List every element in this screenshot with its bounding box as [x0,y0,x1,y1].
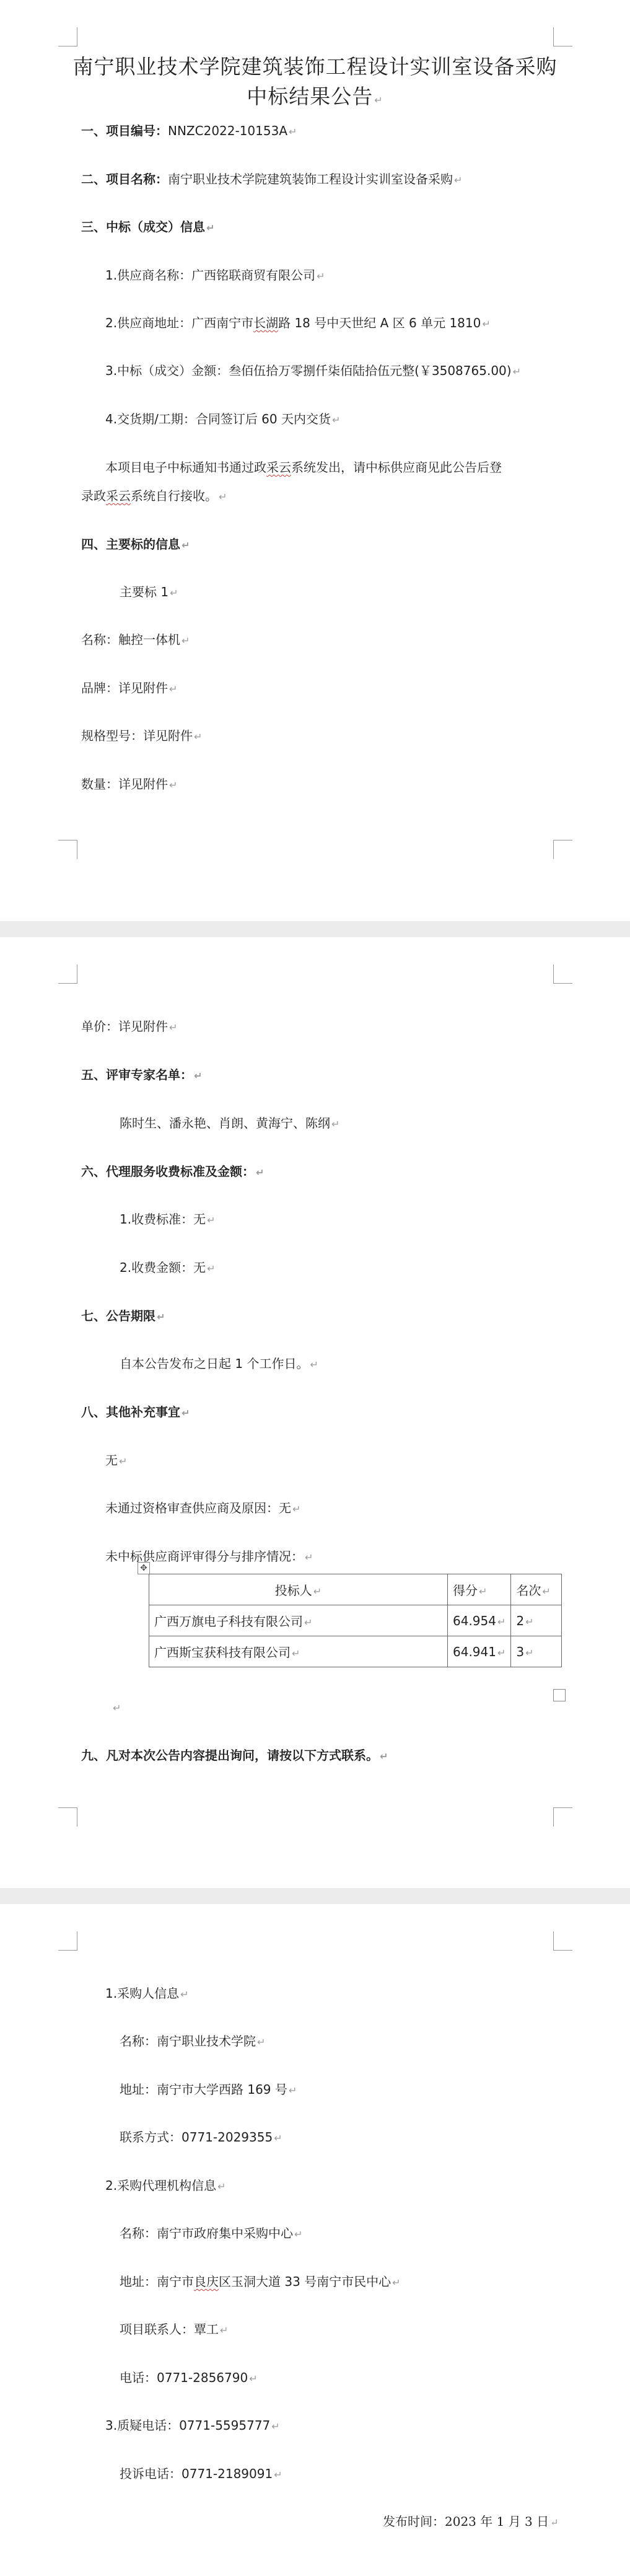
spellcheck-underline: 采云 [266,460,291,475]
paragraph-mark: ↵ [206,222,215,234]
table-cell [448,1605,511,1636]
section-heading-5 [81,1066,202,1085]
bidder-name: 广西斯宝获科技有限公司 [154,1645,291,1660]
paragraph-mark: ↵ [313,1586,322,1597]
supplier-name [105,267,325,285]
agency-address [120,2273,401,2291]
paragraph-mark: ↵ [217,2181,226,2192]
paragraph-mark: ↵ [182,635,190,646]
paragraph-mark: ↵ [257,2036,266,2048]
unqualified-suppliers [105,1499,300,1518]
paragraph-mark: ↵ [331,414,341,426]
paragraph-mark: ↵ [525,1615,534,1628]
crop-mark [58,27,77,46]
purchaser-name [120,2032,265,2051]
table-header-cell [149,1574,448,1605]
main-item [120,583,178,602]
paragraph-mark: ↵ [310,1359,318,1370]
spellcheck-underline: 长湖 [253,315,279,330]
crop-mark [553,840,572,859]
main-item-text: 主要标 1 [120,584,169,599]
project-number-value: NNZC2022-10153A [168,123,288,138]
agency-address-part: 区玉洞大道 33 号南宁市民中心 [219,2274,392,2289]
bidder-name: 广西万旗电子科技有限公司 [154,1614,303,1629]
section-heading-7 [81,1307,165,1326]
paragraph-mark: ↵ [169,683,178,695]
paragraph-mark: ↵ [249,2373,258,2384]
spellcheck-underline: 采云 [106,488,131,503]
section-heading-5-text: 五、评审专家名单： [81,1067,193,1082]
crop-mark [553,1931,572,1951]
header-score: 得分 [453,1583,478,1598]
item-price-text: 单价：详见附件 [81,1019,168,1034]
section-heading-9-text: 九、凡对本次公告内容提出询问，请按以下方式联系。 [81,1748,378,1763]
purchaser-name-text: 名称：南宁职业技术学院 [120,2034,256,2049]
paragraph-mark: ↵ [497,1646,506,1659]
paragraph-mark: ↵ [207,1263,216,1274]
notice-text: 本项目电子中标通知书通过政 [105,460,266,475]
agency-contact [120,2321,228,2339]
unqualified-suppliers-text: 未通过资格审查供应商及原因：无 [105,1501,291,1515]
agency-address-part: 地址：南宁市 [120,2274,194,2289]
table-row [149,1636,562,1667]
section-heading-6-text: 六、代理服务收费标准及金额： [81,1164,255,1179]
paragraph-mark: ↵ [271,2420,280,2432]
supplier-address-part: 路 18 号中天世纪 A 区 6 单元 1810 [278,315,481,330]
agency-heading-text: 2.采购代理机构信息 [105,2178,217,2193]
table-header-cell [448,1574,511,1605]
item-brand [81,679,177,698]
crop-mark [58,1931,77,1951]
paragraph-mark: ↵ [207,1214,216,1226]
ranking-table [149,1574,562,1667]
announcement-period-text: 自本公告发布之日起 1 个工作日。 [120,1356,309,1371]
empty-paragraph [112,1698,121,1717]
supplier-address [105,314,491,333]
paragraph-mark: ↵ [479,1586,488,1597]
section-heading-8 [81,1403,190,1422]
notice-line-2 [81,487,227,506]
title-line-1: 南宁职业技术学院建筑装饰工程设计实训室设备采购 [72,55,558,79]
table-resize-handle[interactable] [553,1689,566,1701]
paragraph-mark: ↵ [274,2469,282,2481]
agency-name-text: 名称：南宁市政府集中采购中心 [120,2226,293,2241]
table-move-handle-icon[interactable]: ✥ [138,1562,150,1574]
paragraph-mark: ↵ [288,2084,297,2096]
paragraph-mark: ↵ [194,1070,203,1082]
purchaser-heading-text: 1.采购人信息 [105,1986,180,2001]
winning-amount [105,362,521,381]
paragraph-mark: ↵ [542,1586,551,1597]
crop-mark [553,27,572,46]
paragraph-mark: ↵ [169,1021,178,1033]
item-brand-text: 品牌：详见附件 [81,681,168,695]
query-phone-text: 3.质疑电话：0771-5595777 [105,2418,271,2433]
expert-list [120,1114,339,1133]
paragraph-mark: ↵ [292,1503,301,1515]
complaint-phone [120,2465,282,2484]
purchaser-phone-text: 联系方式：0771-2029355 [120,2130,273,2145]
notice-line-1 [105,459,502,476]
expert-list-text: 陈时生、潘永艳、肖朗、黄海宁、陈纲 [120,1116,330,1131]
section-heading-4 [81,536,190,554]
unsuccessful-scores-caption [105,1548,313,1566]
project-number [81,122,297,141]
paragraph-mark: ↵ [550,2516,559,2528]
item-quantity [81,775,177,794]
paragraph-mark: ↵ [180,1988,189,2000]
announcement-period [120,1355,318,1374]
table-cell [511,1636,562,1667]
project-number-label: 一、项目编号： [81,123,168,138]
publish-time [383,2513,559,2531]
crop-mark [553,964,572,984]
paragraph-mark: ↵ [219,491,227,503]
table-row [149,1605,562,1636]
title-line-2: 中标结果公告 [247,84,374,108]
paragraph-mark: ↵ [512,366,521,377]
project-name-value: 南宁职业技术学院建筑装饰工程设计实训室设备采购 [168,172,453,187]
delivery-term-text: 4.交货期/工期：合同签订后 60 天内交货 [105,412,331,426]
section-heading-3-text: 三、中标（成交）信息 [81,219,205,234]
bidder-rank: 2 [516,1613,525,1628]
document-page-3 [0,1904,630,2576]
paragraph-mark: ↵ [292,1647,300,1659]
project-name [81,170,462,189]
agency-phone-text: 电话：0771-2856790 [120,2370,248,2385]
header-rank: 名次 [516,1583,541,1598]
paragraph-mark: ↵ [454,174,463,186]
item-name-text: 名称：触控一体机 [81,632,180,647]
paragraph-mark: ↵ [525,1646,534,1659]
section-heading-7-text: 七、公告期限 [81,1308,155,1323]
paragraph-mark: ↵ [305,1551,313,1563]
section-heading-3 [81,218,214,237]
section-heading-9 [81,1747,388,1765]
fee-amount-text: 2.收费金额：无 [120,1260,206,1275]
paragraph-mark: ↵ [256,1167,265,1178]
supplement-none-text: 无 [105,1453,118,1468]
section-heading-6 [81,1163,264,1181]
fee-amount [120,1259,216,1277]
bidder-score: 64.954 [453,1613,496,1628]
table-cell [149,1636,448,1667]
notice-text: 系统发出，请中标供应商见此公告后登 [291,460,502,475]
table-cell [511,1605,562,1636]
complaint-phone-text: 投诉电话：0771-2189091 [120,2466,273,2481]
paragraph-mark: ↵ [497,1615,506,1628]
table-header-cell [511,1574,562,1605]
crop-mark [553,1807,572,1827]
paragraph-mark: ↵ [482,318,491,330]
agency-heading [105,2177,226,2195]
bidder-rank: 3 [516,1644,525,1659]
crop-mark [58,1807,77,1827]
paragraph-mark: ↵ [392,2277,401,2288]
supplement-none [105,1452,127,1470]
paragraph-mark: ↵ [374,94,383,106]
query-phone [105,2417,280,2435]
notice-text: 系统自行接收。 [131,488,217,503]
crop-mark [58,964,77,984]
section-heading-8-text: 八、其他补充事宜 [81,1405,180,1419]
document-page-2 [0,937,630,1888]
item-price [81,1018,177,1036]
paragraph-mark: ↵ [182,1407,190,1419]
purchaser-address-text: 地址：南宁市大学西路 169 号 [120,2082,287,2097]
purchaser-heading [105,1985,189,2003]
item-model-text: 规格型号：详见附件 [81,728,193,743]
fee-standard [120,1211,216,1229]
paragraph-mark: ↵ [169,779,178,791]
supplier-name-text: 1.供应商名称：广西铭联商贸有限公司 [105,268,316,283]
table-cell [149,1605,448,1636]
crop-mark [58,840,77,859]
document-page-1 [0,0,630,921]
notice-text: 录政 [81,488,106,503]
paragraph-mark: ↵ [182,539,190,551]
item-model [81,727,202,746]
purchaser-address [120,2081,297,2099]
publish-time-text: 发布时间：2023 年 1 月 3 日 [383,2514,549,2529]
table-cell [448,1636,511,1667]
supplier-address-part: 2.供应商地址：广西南宁市 [105,315,254,330]
section-heading-4-text: 四、主要标的信息 [81,537,180,552]
delivery-term [105,410,340,429]
paragraph-mark: ↵ [170,587,178,599]
item-name [81,631,190,650]
document-title [0,53,630,81]
paragraph-mark: ↵ [289,126,297,138]
unsuccessful-scores-text: 未中标供应商评审得分与排序情况： [105,1549,304,1564]
paragraph-mark: ↵ [194,731,203,743]
header-bidder: 投标人 [274,1583,312,1598]
paragraph-mark: ↵ [294,2228,303,2240]
agency-contact-text: 项目联系人：覃工 [120,2322,219,2337]
spellcheck-underline: 良庆 [194,2274,219,2289]
agency-phone [120,2369,258,2388]
paragraph-mark: ↵ [113,1702,121,1714]
project-name-label: 二、项目名称： [81,172,168,187]
paragraph-mark: ↵ [119,1455,128,1467]
item-quantity-text: 数量：详见附件 [81,777,168,792]
paragraph-mark: ↵ [317,270,325,282]
bidder-score: 64.941 [453,1644,496,1659]
agency-name [120,2225,302,2243]
paragraph-mark: ↵ [304,1617,313,1628]
purchaser-phone [120,2128,282,2147]
paragraph-mark: ↵ [220,2324,229,2336]
document-title-2 [0,83,630,114]
paragraph-mark: ↵ [157,1311,165,1323]
table-header-row [149,1574,562,1605]
paragraph-mark: ↵ [274,2132,282,2144]
fee-standard-text: 1.收费标准：无 [120,1212,206,1227]
paragraph-mark: ↵ [331,1118,340,1130]
winning-amount-text: 3.中标（成交）金额：叁佰伍拾万零捌仟柒佰陆拾伍元整(￥3508765.00) [105,363,512,378]
paragraph-mark: ↵ [380,1750,388,1762]
